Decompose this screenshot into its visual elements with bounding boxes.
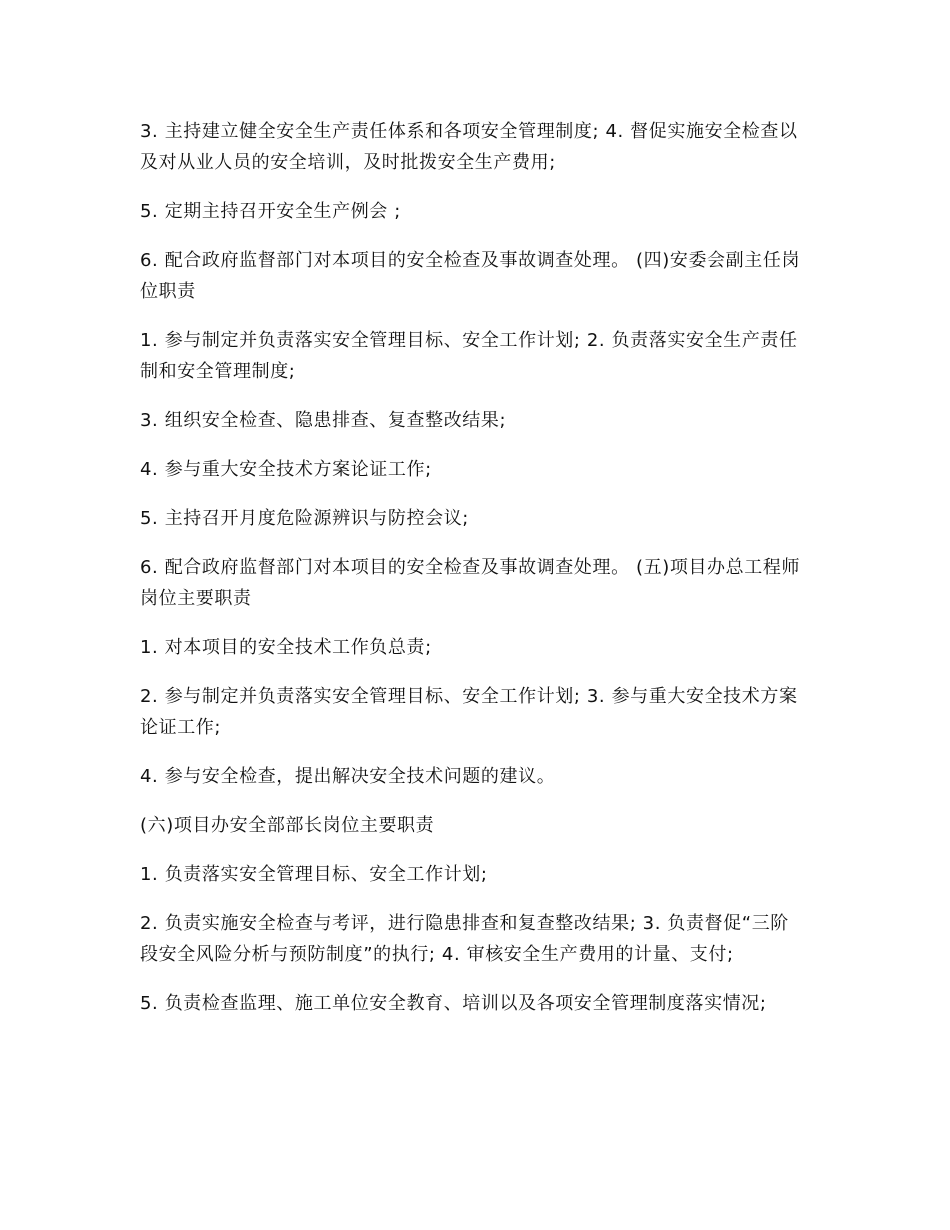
paragraph: 6. 配合政府监督部门对本项目的安全检查及事故调查处理。 (四)安委会副主任岗位职责 bbox=[140, 250, 801, 302]
paragraph: 1. 参与制定并负责落实安全管理目标、安全工作计划; 2. 负责落实安全生产责任制和安全管理制度; bbox=[140, 330, 798, 382]
paragraph: 6. 配合政府监督部门对本项目的安全检查及事故调查处理。 (五)项目办总工程师岗位主要职责 bbox=[140, 557, 801, 609]
paragraph: 5. 主持召开月度危险源辨识与防控会议; bbox=[140, 508, 469, 529]
paragraph: 5. 负责检查监理、施工单位安全教育、培训以及各项安全管理制度落实情况; bbox=[140, 993, 767, 1014]
paragraph: 3. 主持建立健全安全生产责任体系和各项安全管理制度; 4. 督促实施安全检查以及对从业人员的安全培训，及时批拨安全生产费用; bbox=[140, 121, 798, 173]
paragraph: 4. 参与重大安全技术方案论证工作; bbox=[140, 459, 432, 480]
paragraph: 3. 组织安全检查、隐患排查、复查整改结果; bbox=[140, 410, 507, 431]
paragraph: 1. 对本项目的安全技术工作负总责; bbox=[140, 637, 432, 658]
document-body bbox=[140, 116, 805, 1037]
paragraph: 2. 参与制定并负责落实安全管理目标、安全工作计划; 3. 参与重大安全技术方案论证工作; bbox=[140, 686, 798, 738]
paragraph: 2. 负责实施安全检查与考评，进行隐患排查和复查整改结果; 3. 负责督促“三阶段安全风险分析与预防制度”的执行; 4. 审核安全生产费用的计量、支付; bbox=[140, 913, 789, 965]
section-heading: (六)项目办安全部部长岗位主要职责 bbox=[140, 815, 435, 836]
paragraph: 4. 参与安全检查，提出解决安全技术问题的建议。 bbox=[140, 766, 556, 787]
paragraph: 5. 定期主持召开安全生产例会 ; bbox=[140, 201, 401, 222]
paragraph: 1. 负责落实安全管理目标、安全工作计划; bbox=[140, 864, 488, 885]
